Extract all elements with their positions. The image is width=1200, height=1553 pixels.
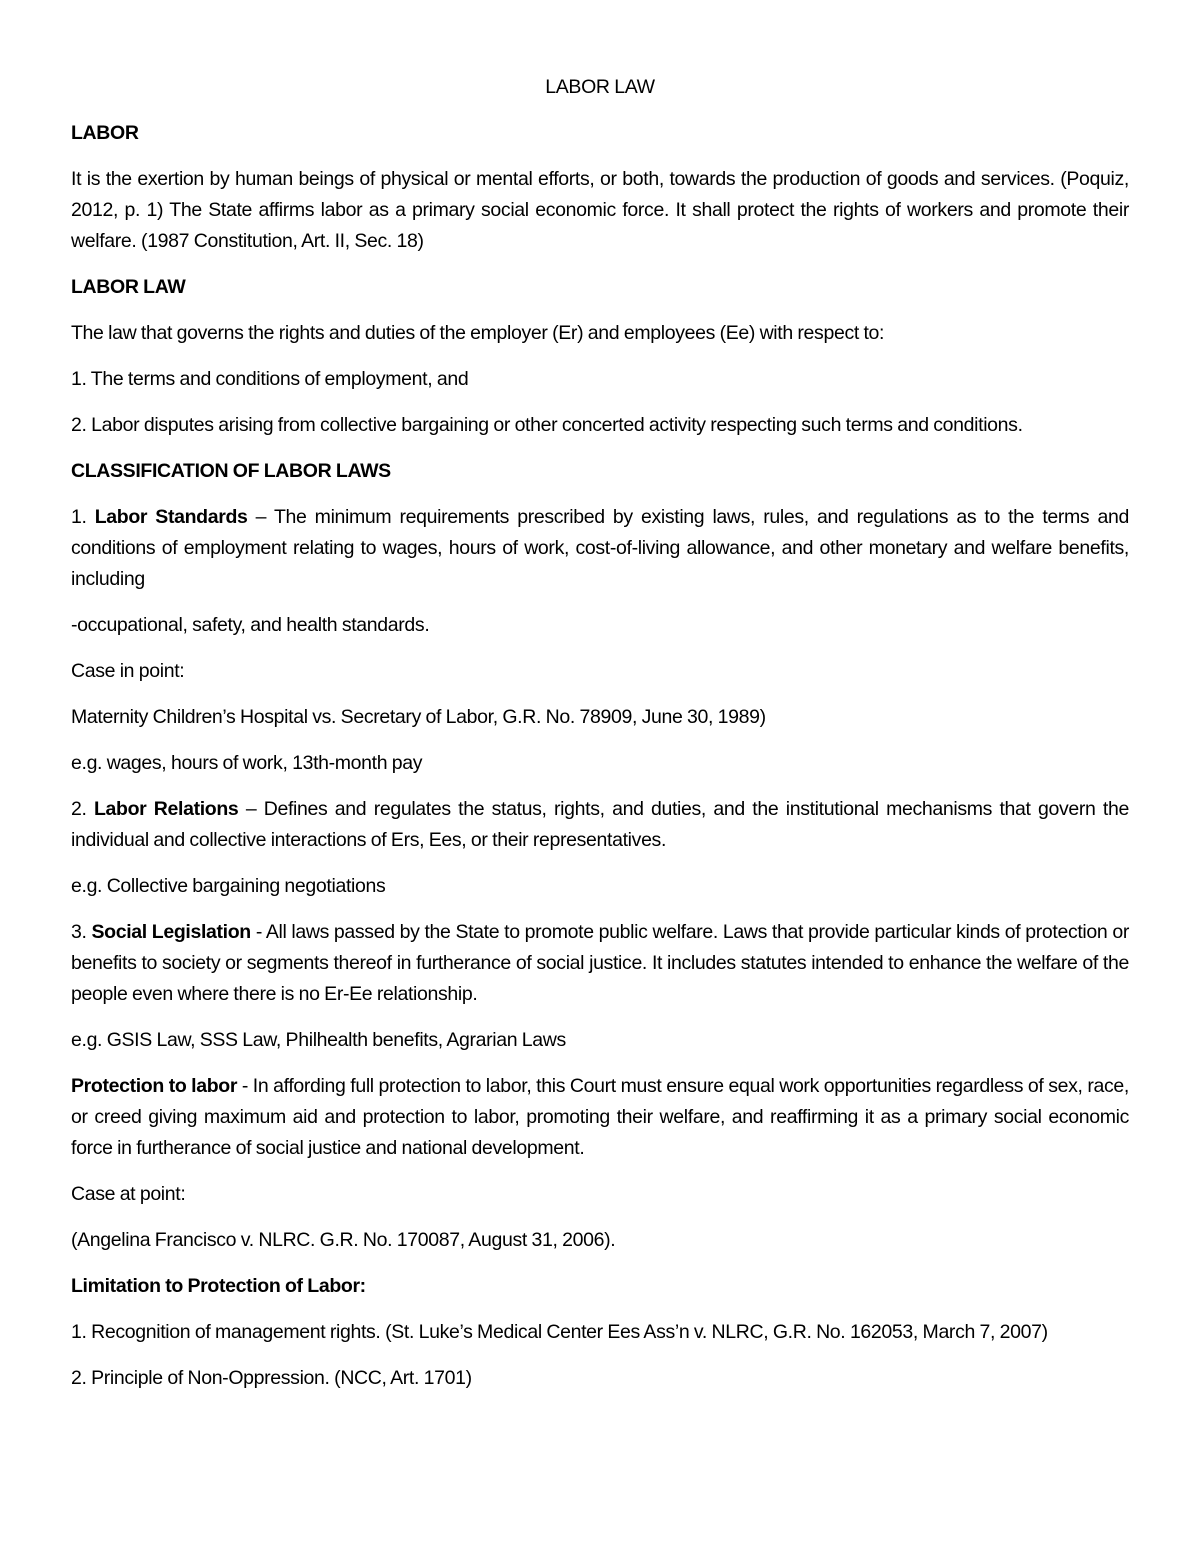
labor-definition: It is the exertion by human beings of physical or mental efforts, or both, towards the production of goods and services. (Poquiz, 2012, p. 1) The State affirms labor as a primary social economic force. It shall protect the rights of workers and promote their welfare. (1987 Constitution, Art. II, Sec. 18) bbox=[71, 168, 1129, 252]
heading-classification: CLASSIFICATION OF LABOR LAWS bbox=[71, 460, 391, 482]
labor-law-intro: The law that governs the rights and duties of the employer (Er) and employees (Ee) with respect to: bbox=[71, 322, 885, 344]
labor-standards-extra: -occupational, safety, and health standards. bbox=[71, 614, 430, 636]
labor-standards-paragraph bbox=[71, 502, 1129, 595]
social-legislation-number: 3. bbox=[71, 921, 87, 943]
limitation-item-2: 2. Principle of Non-Oppression. (NCC, Art. 1701) bbox=[71, 1367, 472, 1389]
social-legislation-example: e.g. GSIS Law, SSS Law, Philhealth benefits, Agrarian Laws bbox=[71, 1029, 566, 1051]
protection-text: - In affording full protection to labor, this Court must ensure equal work opportunities regardless of sex, race, or creed giving maximum aid and protection to labor, promoting their welfare, and reaffirming it as a primary social economic force in furtherance of social justice and national development. bbox=[71, 1075, 1129, 1159]
labor-standards-case: Maternity Children’s Hospital vs. Secretary of Labor, G.R. No. 78909, June 30, 1989) bbox=[71, 706, 766, 728]
limitation-item-1: 1. Recognition of management rights. (St. Luke’s Medical Center Ees Ass’n v. NLRC, G.R. No. 162053, March 7, 2007) bbox=[71, 1321, 1048, 1343]
labor-relations-term: Labor Relations bbox=[93, 798, 239, 820]
social-legislation-term: Social Legislation bbox=[91, 921, 251, 943]
labor-law-item-1: 1. The terms and conditions of employment, and bbox=[71, 368, 469, 390]
document-body bbox=[71, 72, 1129, 1409]
labor-standards-case-label: Case in point: bbox=[71, 660, 185, 682]
heading-labor: LABOR bbox=[71, 122, 139, 144]
heading-limitation: Limitation to Protection of Labor: bbox=[71, 1275, 366, 1297]
labor-law-item-2: 2. Labor disputes arising from collective bargaining or other concerted activity respecting such terms and conditions. bbox=[71, 414, 1023, 436]
protection-term: Protection to labor bbox=[71, 1075, 238, 1097]
heading-labor-law: LABOR LAW bbox=[71, 276, 186, 298]
labor-relations-example: e.g. Collective bargaining negotiations bbox=[71, 875, 386, 897]
labor-standards-number: 1. bbox=[71, 506, 87, 528]
protection-case: (Angelina Francisco v. NLRC. G.R. No. 170087, August 31, 2006). bbox=[71, 1229, 616, 1251]
labor-standards-text: – The minimum requirements prescribed by existing laws, rules, and regulations as to the terms and conditions of employment relating to wages, hours of work, cost-of-living allowance, and other monetary and welfare benefits, including bbox=[71, 506, 1129, 590]
labor-relations-text: – Defines and regulates the status, rights, and duties, and the institutional mechanisms that govern the individual and collective interactions of Ers, Ees, or their representatives. bbox=[71, 798, 1129, 851]
social-legislation-paragraph bbox=[71, 917, 1129, 1010]
labor-standards-term: Labor Standards bbox=[94, 506, 248, 528]
page-title: LABOR LAW bbox=[545, 76, 655, 98]
social-legislation-text: - All laws passed by the State to promote public welfare. Laws that provide particular kinds of protection or benefits to society or segments thereof in furtherance of social justice. It includes statutes intended to enhance the welfare of the people even where there is no Er-Ee relationship. bbox=[71, 921, 1129, 1005]
labor-relations-paragraph bbox=[71, 794, 1129, 856]
labor-relations-number: 2. bbox=[71, 798, 87, 820]
labor-standards-example: e.g. wages, hours of work, 13th-month pay bbox=[71, 752, 423, 774]
protection-case-label: Case at point: bbox=[71, 1183, 186, 1205]
protection-paragraph bbox=[71, 1071, 1129, 1164]
